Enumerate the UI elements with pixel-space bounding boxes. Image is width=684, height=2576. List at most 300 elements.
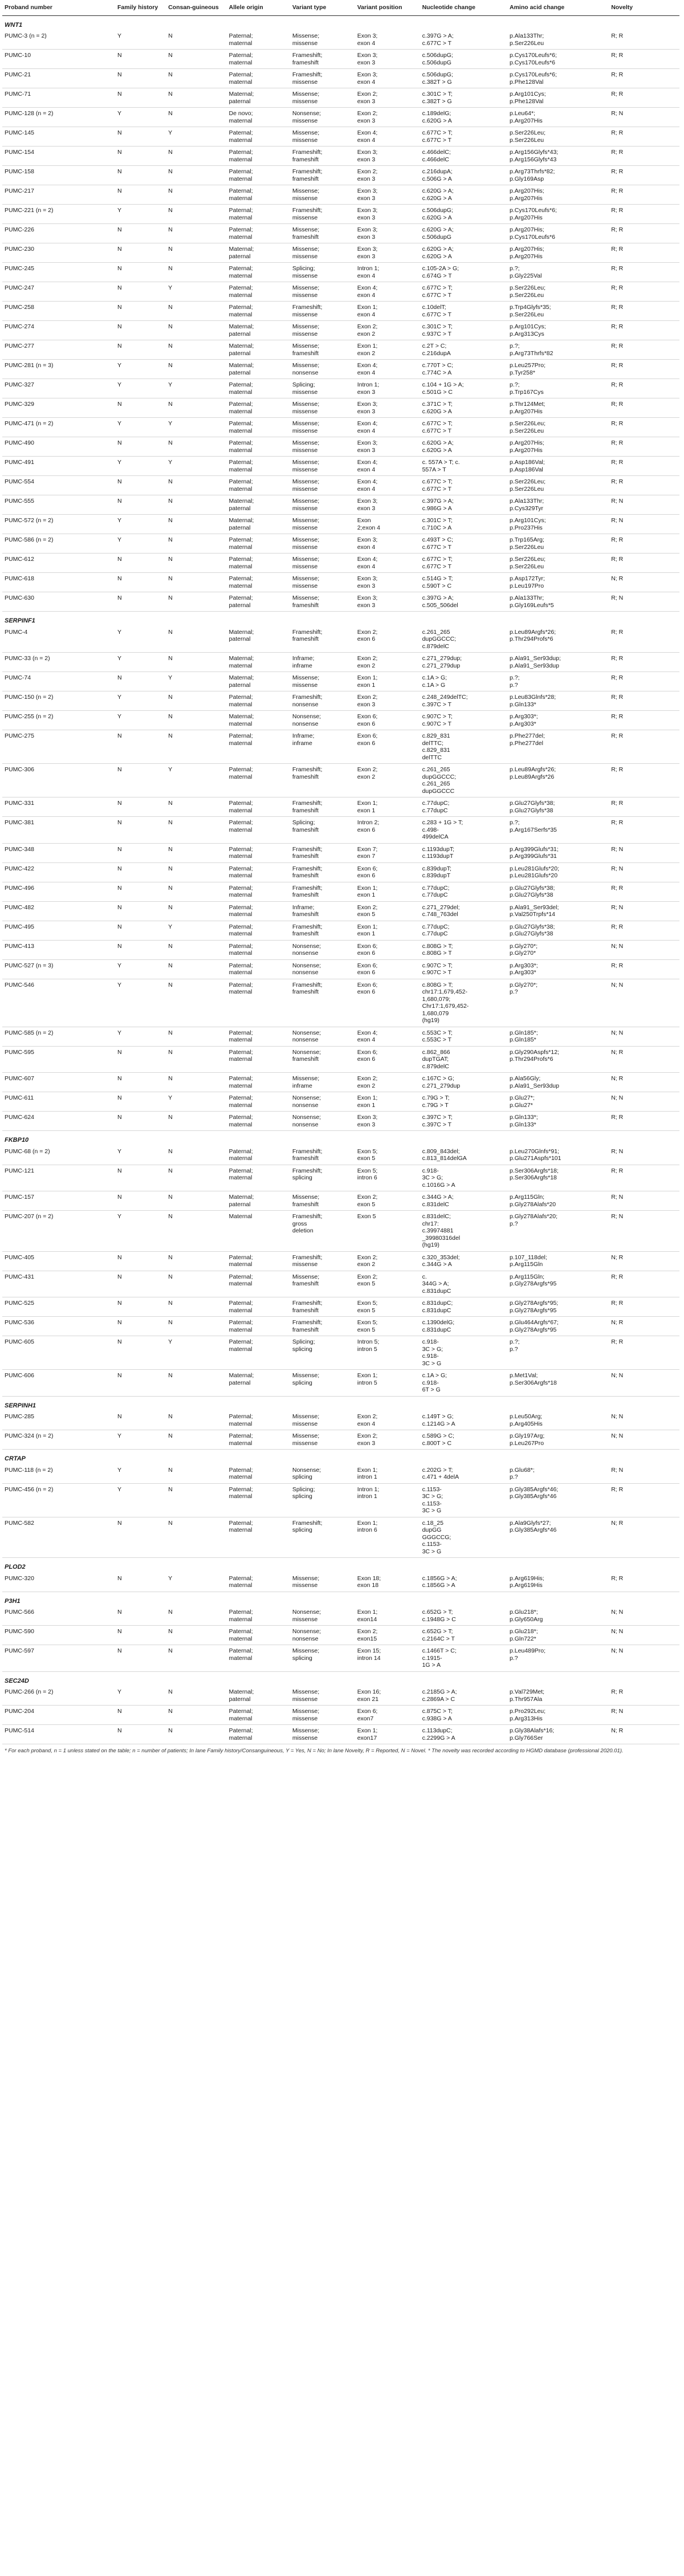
cell-consanguineous: Y: [166, 921, 226, 940]
cell-allele-origin: Paternal; maternal: [227, 882, 290, 901]
cell-consanguineous: N: [166, 1686, 226, 1706]
cell-allele-origin: Paternal; maternal: [227, 263, 290, 282]
cell-proband-number: PUMC-348: [2, 843, 115, 862]
table-row: [2, 360, 679, 379]
cell-novelty: R; N: [609, 1211, 679, 1252]
table-row: [2, 166, 679, 185]
table-row: [2, 764, 679, 797]
cell-nucleotide-change: c.105-2A > G; c.674G > T: [420, 263, 507, 282]
cell-allele-origin: Paternal; maternal: [227, 534, 290, 554]
cell-nucleotide-change: c.77dupC; c.77dupC: [420, 797, 507, 817]
cell-amino-acid-change: p.Asp172Tyr; p.Leu197Pro: [507, 573, 609, 592]
cell-allele-origin: Maternal; paternal: [227, 1191, 290, 1211]
cell-amino-acid-change: p.Gly197Arg; p.Leu267Pro: [507, 1430, 609, 1450]
cell-variant-position: Exon 1; exon 1: [355, 921, 420, 940]
cell-family-history: N: [115, 185, 166, 205]
cell-proband-number: PUMC-572 (n = 2): [2, 515, 115, 534]
cell-amino-acid-change: p.Glu27Glyfs*38; p.Glu27Glyfs*38: [507, 882, 609, 901]
cell-novelty: R; R: [609, 457, 679, 476]
cell-family-history: Y: [115, 30, 166, 50]
cell-proband-number: PUMC-320: [2, 1573, 115, 1592]
cell-consanguineous: N: [166, 843, 226, 862]
cell-nucleotide-change: c.397G > A; c.505_506del: [420, 592, 507, 612]
cell-novelty: R; N: [609, 1191, 679, 1211]
cell-variant-position: Exon 3; exon 3: [355, 224, 420, 243]
cell-nucleotide-change: c.167C > G; c.271_279dup: [420, 1073, 507, 1092]
table-row: [2, 1370, 679, 1397]
cell-variant-position: Exon 3; exon 4: [355, 534, 420, 554]
cell-novelty: R; R: [609, 1686, 679, 1706]
cell-variant-position: Exon 3; exon 3: [355, 185, 420, 205]
header-nucleotide-change: Nucleotide change: [420, 1, 507, 15]
table-row: [2, 730, 679, 764]
table-row: [2, 340, 679, 360]
cell-family-history: N: [115, 166, 166, 185]
table-row: [2, 1517, 679, 1558]
cell-nucleotide-change: c.918- 3C > G; c.918- 3C > G: [420, 1336, 507, 1370]
cell-variant-type: Missense; inframe: [290, 1073, 355, 1092]
cell-nucleotide-change: c.677C > T; c.677C > T: [420, 282, 507, 302]
cell-variant-position: Exon 1; exon 2: [355, 340, 420, 360]
cell-novelty: R; R: [609, 797, 679, 817]
cell-novelty: R; R: [609, 50, 679, 69]
cell-consanguineous: N: [166, 515, 226, 534]
cell-consanguineous: N: [166, 1645, 226, 1672]
cell-variant-type: Frameshift; frameshift: [290, 1297, 355, 1317]
cell-allele-origin: Paternal; maternal: [227, 959, 290, 979]
cell-proband-number: PUMC-566: [2, 1606, 115, 1626]
cell-variant-position: Exon 3; exon 3: [355, 398, 420, 418]
cell-variant-type: Missense; missense: [290, 534, 355, 554]
cell-nucleotide-change: c.10delT; c.677C > T: [420, 302, 507, 321]
cell-novelty: R; R: [609, 882, 679, 901]
cell-amino-acid-change: p.Arg73Thrfs*82; p.Gly169Asp: [507, 166, 609, 185]
cell-consanguineous: N: [166, 360, 226, 379]
cell-nucleotide-change: c.283 + 1G > T; c.498- 499delCA: [420, 817, 507, 844]
gene-name: SERPINH1: [5, 1402, 36, 1409]
cell-variant-position: Intron 5; intron 5: [355, 1336, 420, 1370]
cell-amino-acid-change: p.Ala56Gly; p.Ala91_Ser93dup: [507, 1073, 609, 1092]
cell-proband-number: PUMC-618: [2, 573, 115, 592]
cell-nucleotide-change: c.620G > A; c.620G > A: [420, 437, 507, 457]
cell-proband-number: PUMC-413: [2, 940, 115, 959]
cell-amino-acid-change: p.Glu68*; p.?: [507, 1464, 609, 1484]
cell-amino-acid-change: p.Ala133Thr; p.Gly169Leufs*5: [507, 592, 609, 612]
cell-variant-type: Splicing; splicing: [290, 1336, 355, 1370]
cell-amino-acid-change: p.Arg207His; p.Arg207His: [507, 185, 609, 205]
cell-proband-number: PUMC-611: [2, 1092, 115, 1112]
cell-variant-position: Exon 3; exon 3: [355, 146, 420, 166]
cell-variant-position: Exon 3; exon 4: [355, 30, 420, 50]
cell-novelty: R; N: [609, 1464, 679, 1484]
cell-allele-origin: Maternal; paternal: [227, 340, 290, 360]
cell-novelty: R; R: [609, 1112, 679, 1131]
variants-table: [2, 1, 679, 1744]
cell-consanguineous: N: [166, 398, 226, 418]
cell-proband-number: PUMC-471 (n = 2): [2, 418, 115, 437]
cell-allele-origin: Paternal; maternal: [227, 1626, 290, 1645]
table-row: [2, 901, 679, 921]
cell-nucleotide-change: c.808G > T; chr17:1,679,452- 1,680,079; Chr17:1,679,452- 1,680,079 (hg19): [420, 979, 507, 1027]
cell-nucleotide-change: c.397C > T; c.397C > T: [420, 1112, 507, 1131]
cell-variant-type: Missense; frameshift: [290, 592, 355, 612]
cell-novelty: R; N: [609, 592, 679, 612]
cell-novelty: R; R: [609, 282, 679, 302]
table-row: [2, 30, 679, 50]
cell-novelty: R; R: [609, 653, 679, 672]
cell-allele-origin: Maternal; paternal: [227, 672, 290, 691]
cell-novelty: N; R: [609, 1317, 679, 1336]
table-row: [2, 50, 679, 69]
cell-nucleotide-change: c.397G > A; c.677C > T: [420, 30, 507, 50]
cell-nucleotide-change: c.1466T > C; c.1915- 1G > A: [420, 1645, 507, 1672]
cell-variant-position: Exon 3; exon 3: [355, 50, 420, 69]
cell-consanguineous: Y: [166, 282, 226, 302]
cell-novelty: N; N: [609, 1370, 679, 1397]
cell-novelty: R; R: [609, 1573, 679, 1592]
cell-allele-origin: Maternal; paternal: [227, 360, 290, 379]
cell-variant-type: Frameshift; frameshift: [290, 979, 355, 1027]
cell-proband-number: PUMC-230: [2, 243, 115, 263]
cell-proband-number: PUMC-514: [2, 1725, 115, 1744]
cell-allele-origin: Maternal; paternal: [227, 495, 290, 515]
cell-novelty: R; R: [609, 360, 679, 379]
cell-proband-number: PUMC-258: [2, 302, 115, 321]
table-row: [2, 592, 679, 612]
cell-allele-origin: Paternal; maternal: [227, 224, 290, 243]
cell-allele-origin: Paternal; maternal: [227, 1046, 290, 1073]
cell-variant-type: Frameshift; splicing: [290, 1165, 355, 1191]
cell-nucleotide-change: c.149T > G; c.1214G > A: [420, 1411, 507, 1430]
cell-amino-acid-change: p.Glu218*; p.Gly650Arg: [507, 1606, 609, 1626]
cell-amino-acid-change: p.Arg207His; p.Arg207His: [507, 243, 609, 263]
cell-variant-position: Exon 2; exon 2: [355, 321, 420, 340]
cell-consanguineous: N: [166, 797, 226, 817]
cell-amino-acid-change: p.?; p.Gly225Val: [507, 263, 609, 282]
cell-proband-number: PUMC-121: [2, 1165, 115, 1191]
cell-variant-type: Frameshift; frameshift: [290, 166, 355, 185]
cell-variant-type: Missense; missense: [290, 476, 355, 495]
cell-consanguineous: N: [166, 1317, 226, 1336]
cell-variant-position: Exon 1; exon 1: [355, 1092, 420, 1112]
cell-consanguineous: N: [166, 1211, 226, 1252]
cell-consanguineous: Y: [166, 127, 226, 146]
cell-consanguineous: N: [166, 1706, 226, 1725]
cell-novelty: N; N: [609, 1430, 679, 1450]
cell-family-history: Y: [115, 1686, 166, 1706]
cell-variant-position: Exon 1; exon17: [355, 1725, 420, 1744]
cell-consanguineous: N: [166, 88, 226, 108]
cell-nucleotide-change: c.301C > T; c.937C > T: [420, 321, 507, 340]
cell-allele-origin: Paternal; maternal: [227, 1027, 290, 1046]
cell-variant-type: Nonsense; missense: [290, 1606, 355, 1626]
cell-variant-position: Exon 1; exon 4: [355, 302, 420, 321]
cell-variant-type: Missense; missense: [290, 30, 355, 50]
cell-variant-position: Intron 1; intron 1: [355, 1483, 420, 1517]
table-row: [2, 457, 679, 476]
cell-novelty: R; R: [609, 1483, 679, 1517]
cell-novelty: N; N: [609, 1606, 679, 1626]
cell-allele-origin: Paternal; maternal: [227, 418, 290, 437]
cell-allele-origin: Paternal; maternal: [227, 730, 290, 764]
cell-variant-position: Exon 3; exon 3: [355, 495, 420, 515]
cell-allele-origin: Paternal; maternal: [227, 1092, 290, 1112]
cell-novelty: N; R: [609, 1251, 679, 1271]
cell-consanguineous: N: [166, 263, 226, 282]
cell-allele-origin: Maternal; maternal: [227, 711, 290, 730]
cell-family-history: Y: [115, 979, 166, 1027]
cell-variant-position: Exon 4; exon 4: [355, 476, 420, 495]
cell-consanguineous: Y: [166, 1336, 226, 1370]
cell-consanguineous: N: [166, 1073, 226, 1092]
cell-variant-type: Missense; missense: [290, 495, 355, 515]
cell-novelty: R; R: [609, 672, 679, 691]
cell-amino-acid-change: p.?; p.Arg73Thrfs*82: [507, 340, 609, 360]
cell-variant-type: Inframe; frameshift: [290, 901, 355, 921]
cell-proband-number: PUMC-118 (n = 2): [2, 1464, 115, 1484]
cell-variant-type: Nonsense; nonsense: [290, 711, 355, 730]
cell-nucleotide-change: c.677C > T; c.677C > T: [420, 554, 507, 573]
cell-nucleotide-change: c. 344G > A; c.831dupC: [420, 1271, 507, 1297]
cell-variant-type: Nonsense; nonsense: [290, 940, 355, 959]
cell-variant-position: Exon 6; exon 6: [355, 711, 420, 730]
cell-proband-number: PUMC-33 (n = 2): [2, 653, 115, 672]
cell-proband-number: PUMC-586 (n = 2): [2, 534, 115, 554]
cell-novelty: R; R: [609, 69, 679, 88]
table-row: [2, 653, 679, 672]
cell-amino-acid-change: p.Ala133Thr; p.Cys329Tyr: [507, 495, 609, 515]
cell-proband-number: PUMC-266 (n = 2): [2, 1686, 115, 1706]
cell-variant-position: Exon 6; exon 6: [355, 959, 420, 979]
gene-group-header: [2, 612, 679, 626]
cell-novelty: R; R: [609, 1336, 679, 1370]
cell-family-history: Y: [115, 1146, 166, 1165]
cell-proband-number: PUMC-281 (n = 3): [2, 360, 115, 379]
cell-nucleotide-change: c.677C > T; c.677C > T: [420, 418, 507, 437]
cell-amino-acid-change: p.Glu218*; p.Gln722*: [507, 1626, 609, 1645]
cell-proband-number: PUMC-525: [2, 1297, 115, 1317]
cell-consanguineous: N: [166, 1271, 226, 1297]
cell-proband-number: PUMC-606: [2, 1370, 115, 1397]
table-row: [2, 185, 679, 205]
cell-variant-position: Exon 6; exon 6: [355, 862, 420, 882]
cell-variant-type: Missense; missense: [290, 457, 355, 476]
table-row: [2, 672, 679, 691]
cell-consanguineous: N: [166, 940, 226, 959]
cell-family-history: N: [115, 1517, 166, 1558]
table-row: [2, 691, 679, 711]
cell-nucleotide-change: c.113dupC; c.2299G > A: [420, 1725, 507, 1744]
table-row: [2, 573, 679, 592]
cell-amino-acid-change: p.?; p.Arg167Serfs*35: [507, 817, 609, 844]
table-row: [2, 88, 679, 108]
cell-nucleotide-change: c.104 + 1G > A; c.501G > C: [420, 379, 507, 398]
table-row: [2, 1573, 679, 1592]
cell-novelty: R; R: [609, 340, 679, 360]
cell-consanguineous: N: [166, 243, 226, 263]
cell-family-history: Y: [115, 457, 166, 476]
cell-amino-acid-change: p.Arg115Gln; p.Gly278Alafs*20: [507, 1191, 609, 1211]
cell-variant-type: Frameshift; frameshift: [290, 1146, 355, 1165]
cell-allele-origin: Paternal; maternal: [227, 379, 290, 398]
cell-novelty: N; N: [609, 1626, 679, 1645]
header-novelty: Novelty: [609, 1, 679, 15]
cell-family-history: Y: [115, 959, 166, 979]
table-row: [2, 940, 679, 959]
table-row: [2, 379, 679, 398]
cell-allele-origin: Paternal; maternal: [227, 1336, 290, 1370]
cell-family-history: N: [115, 730, 166, 764]
cell-amino-acid-change: p.Gln185*; p.Gln185*: [507, 1027, 609, 1046]
table-row: [2, 1317, 679, 1336]
cell-amino-acid-change: p.?; p.?: [507, 1336, 609, 1370]
cell-amino-acid-change: p.Leu50Arg; p.Arg405His: [507, 1411, 609, 1430]
cell-allele-origin: Paternal; maternal: [227, 797, 290, 817]
table-row: [2, 127, 679, 146]
cell-proband-number: PUMC-554: [2, 476, 115, 495]
cell-variant-position: Exon 5: [355, 1211, 420, 1252]
cell-novelty: N; R: [609, 1046, 679, 1073]
cell-proband-number: PUMC-68 (n = 2): [2, 1146, 115, 1165]
cell-novelty: R; R: [609, 554, 679, 573]
cell-variant-type: Missense; missense: [290, 398, 355, 418]
cell-consanguineous: N: [166, 1297, 226, 1317]
cell-nucleotide-change: c.271_279dup; c.271_279dup: [420, 653, 507, 672]
cell-variant-position: Exon 3; exon 4: [355, 69, 420, 88]
cell-allele-origin: Paternal; maternal: [227, 554, 290, 573]
cell-nucleotide-change: c.320_353del; c.344G > A: [420, 1251, 507, 1271]
cell-variant-position: Exon 4; exon 4: [355, 554, 420, 573]
cell-variant-type: Missense; nonsense: [290, 360, 355, 379]
cell-novelty: R; R: [609, 730, 679, 764]
cell-variant-type: Frameshift; frameshift: [290, 1317, 355, 1336]
cell-nucleotide-change: c.1153- 3C > G; c.1153- 3C > G: [420, 1483, 507, 1517]
table-row: [2, 797, 679, 817]
cell-novelty: R; R: [609, 379, 679, 398]
cell-family-history: Y: [115, 1027, 166, 1046]
cell-family-history: N: [115, 817, 166, 844]
cell-allele-origin: Paternal; maternal: [227, 1112, 290, 1131]
cell-novelty: R; R: [609, 166, 679, 185]
cell-novelty: R; R: [609, 243, 679, 263]
cell-amino-acid-change: p.Ala133Thr; p.Ser226Leu: [507, 30, 609, 50]
cell-consanguineous: N: [166, 340, 226, 360]
cell-allele-origin: Paternal; maternal: [227, 69, 290, 88]
cell-family-history: Y: [115, 711, 166, 730]
table-row: [2, 1211, 679, 1252]
cell-amino-acid-change: p.Leu89Argfs*26; p.Thr294Profs*6: [507, 626, 609, 653]
table-row: [2, 979, 679, 1027]
cell-variant-type: Missense; missense: [290, 1573, 355, 1592]
table-row: [2, 263, 679, 282]
cell-family-history: N: [115, 1706, 166, 1725]
cell-variant-type: Missense; missense: [290, 127, 355, 146]
table-row: [2, 882, 679, 901]
cell-variant-position: Intron 1; exon 3: [355, 379, 420, 398]
cell-family-history: N: [115, 1251, 166, 1271]
cell-variant-type: Frameshift; frameshift: [290, 862, 355, 882]
gene-name: SERPINF1: [5, 617, 35, 624]
cell-allele-origin: Paternal; maternal: [227, 398, 290, 418]
table-row: [2, 534, 679, 554]
cell-allele-origin: Paternal; maternal: [227, 843, 290, 862]
cell-nucleotide-change: c.1193dupT; c.1193dupT: [420, 843, 507, 862]
cell-variant-position: Exon 7; exon 7: [355, 843, 420, 862]
cell-variant-position: Exon 4; exon 4: [355, 127, 420, 146]
cell-proband-number: PUMC-285: [2, 1411, 115, 1430]
cell-allele-origin: Paternal; maternal: [227, 1165, 290, 1191]
cell-nucleotide-change: c.620G > A; c.506dupG: [420, 224, 507, 243]
cell-amino-acid-change: p.Arg101Cys; p.Phe128Val: [507, 88, 609, 108]
cell-amino-acid-change: p.Glu27*; p.Glu27*: [507, 1092, 609, 1112]
cell-consanguineous: N: [166, 1370, 226, 1397]
cell-variant-type: Frameshift; frameshift: [290, 50, 355, 69]
cell-consanguineous: N: [166, 437, 226, 457]
cell-amino-acid-change: p.Gly38Alafs*16; p.Gly766Ser: [507, 1725, 609, 1744]
table-row: [2, 843, 679, 862]
cell-family-history: N: [115, 127, 166, 146]
cell-novelty: R; R: [609, 30, 679, 50]
cell-family-history: N: [115, 1336, 166, 1370]
table-body: [2, 15, 679, 1744]
cell-variant-position: Exon 6; exon 6: [355, 1046, 420, 1073]
cell-amino-acid-change: p.Arg101Cys; p.Pro237His: [507, 515, 609, 534]
cell-variant-type: Missense; missense: [290, 1411, 355, 1430]
cell-consanguineous: N: [166, 302, 226, 321]
header-variant-position: Variant position: [355, 1, 420, 15]
cell-family-history: N: [115, 1112, 166, 1131]
cell-variant-type: Nonsense; nonsense: [290, 1112, 355, 1131]
cell-allele-origin: Paternal; maternal: [227, 862, 290, 882]
cell-consanguineous: N: [166, 146, 226, 166]
cell-variant-type: Missense; missense: [290, 88, 355, 108]
cell-proband-number: PUMC-381: [2, 817, 115, 844]
cell-family-history: N: [115, 50, 166, 69]
cell-family-history: N: [115, 1092, 166, 1112]
cell-proband-number: PUMC-274: [2, 321, 115, 340]
cell-variant-position: Exon 2; exon 5: [355, 901, 420, 921]
cell-allele-origin: Paternal; maternal: [227, 691, 290, 711]
cell-family-history: N: [115, 1573, 166, 1592]
gene-group-header: [2, 1671, 679, 1686]
table-row: [2, 418, 679, 437]
cell-variant-position: Exon 2;exon 4: [355, 515, 420, 534]
cell-novelty: R; R: [609, 817, 679, 844]
cell-family-history: N: [115, 398, 166, 418]
cell-variant-type: Frameshift; splicing: [290, 1517, 355, 1558]
cell-amino-acid-change: p.Trp4Glyfs*35; p.Ser226Leu: [507, 302, 609, 321]
cell-amino-acid-change: p.107_118del; p.Arg115Gln: [507, 1251, 609, 1271]
cell-novelty: R; R: [609, 146, 679, 166]
cell-proband-number: PUMC-275: [2, 730, 115, 764]
cell-allele-origin: Paternal; maternal: [227, 1606, 290, 1626]
cell-variant-position: Exon 4; exon 4: [355, 1027, 420, 1046]
cell-variant-type: Missense; splicing: [290, 1645, 355, 1672]
cell-novelty: N; N: [609, 940, 679, 959]
cell-consanguineous: N: [166, 495, 226, 515]
cell-consanguineous: N: [166, 50, 226, 69]
table-row: [2, 1191, 679, 1211]
cell-amino-acid-change: p.Pro292Leu; p.Arg313His: [507, 1706, 609, 1725]
table-row: [2, 224, 679, 243]
cell-allele-origin: Paternal; maternal: [227, 476, 290, 495]
cell-amino-acid-change: p.Glu27Glyfs*38; p.Glu27Glyfs*38: [507, 921, 609, 940]
cell-nucleotide-change: c.271_279del; c.748_763del: [420, 901, 507, 921]
cell-consanguineous: N: [166, 1483, 226, 1517]
cell-novelty: R; R: [609, 224, 679, 243]
cell-proband-number: PUMC-555: [2, 495, 115, 515]
cell-amino-acid-change: p.Gln133*; p.Gln133*: [507, 1112, 609, 1131]
